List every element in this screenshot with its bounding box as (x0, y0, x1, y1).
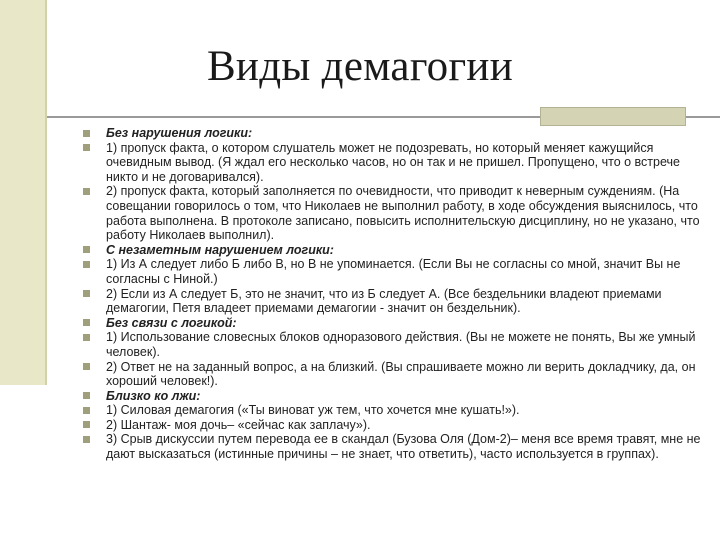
list-item-text: 1) Из А следует либо Б либо В, но В не упоминается. (Если Вы не согласны со мной, значит Вы не согласны с Ниной.) (106, 257, 681, 286)
list-item (83, 403, 703, 418)
bullet-square-icon (83, 144, 90, 151)
list-heading (83, 316, 703, 331)
list-item-text: Близко ко лжи: (106, 388, 201, 403)
list-item (83, 257, 703, 286)
list-item (83, 360, 703, 389)
list-item (83, 184, 703, 242)
list-item-text: 2) Если из А следует Б, это не значит, что из Б следует А. (Все бездельники владеют приемами демагогии, Петя владеет приемами демагогии - значит он бездельник). (106, 286, 662, 316)
divider-accent-block (540, 107, 686, 126)
bullet-square-icon (83, 421, 90, 428)
bullet-square-icon (83, 188, 90, 195)
list-item-text: С незаметным нарушением логики: (106, 242, 334, 257)
slide-title: Виды демагогии (206, 43, 514, 90)
bullet-square-icon (83, 130, 90, 137)
bullet-square-icon (83, 246, 90, 253)
bullet-square-icon (83, 436, 90, 443)
list-item (83, 432, 703, 461)
bullet-square-icon (83, 363, 90, 370)
list-item (83, 287, 703, 316)
list-item-text: 2) пропуск факта, который заполняется по очевидности, что приводит к неверным суждениям. (На совещании говорилось о том, что Николаев не выполнил работу, в ходе обсуждения выяснилось, что работа выполнена. В протоколе записано, повысить исполнительскую дисциплину, но не указано, что работу Николаев выполнил). (106, 184, 700, 243)
list-item-text: 1) Силовая демагогия («Ты виноват уж тем, что хочется мне кушать!»). (106, 403, 520, 418)
list-item-text: 1) Использование словесных блоков одноразового действия. (Вы не можете не понять, Вы же умный человек). (106, 330, 696, 359)
list-heading (83, 243, 703, 258)
list-item-text: Без связи с логикой: (106, 315, 237, 330)
bullet-square-icon (83, 290, 90, 297)
list-item (83, 141, 703, 185)
list-heading (83, 126, 703, 141)
bullet-square-icon (83, 334, 90, 341)
list-item-text: 1) пропуск факта, о котором слушатель может не подозревать, но который меняет кажущийся очевидным вывод. (Я ждал его несколько часов, но он так и не пришел. Пропущено, что о встрече никто и не договаривался). (106, 140, 680, 184)
list-item (83, 330, 703, 359)
list-item-text: Без нарушения логики: (106, 126, 253, 140)
list-heading (83, 389, 703, 404)
bullet-square-icon (83, 407, 90, 414)
bullet-square-icon (83, 261, 90, 268)
list-item-text: 2) Ответ не на заданный вопрос, а на близкий. (Вы спрашиваете можно ли верить докладчику, да, он хороший человек!). (106, 359, 696, 389)
bullet-list (83, 126, 703, 462)
list-item-text: 2) Шантаж- моя дочь– «сейчас как заплачу»). (106, 417, 371, 432)
bullet-square-icon (83, 319, 90, 326)
bullet-square-icon (83, 392, 90, 399)
list-item-text: 3) Срыв дискуссии путем перевода ее в скандал (Бузова Оля (Дом-2)– меня все время травят, мне не дают высказаться (истинные причины – не знает, что ответить), часто используется в группах). (106, 432, 701, 462)
list-item (83, 418, 703, 433)
